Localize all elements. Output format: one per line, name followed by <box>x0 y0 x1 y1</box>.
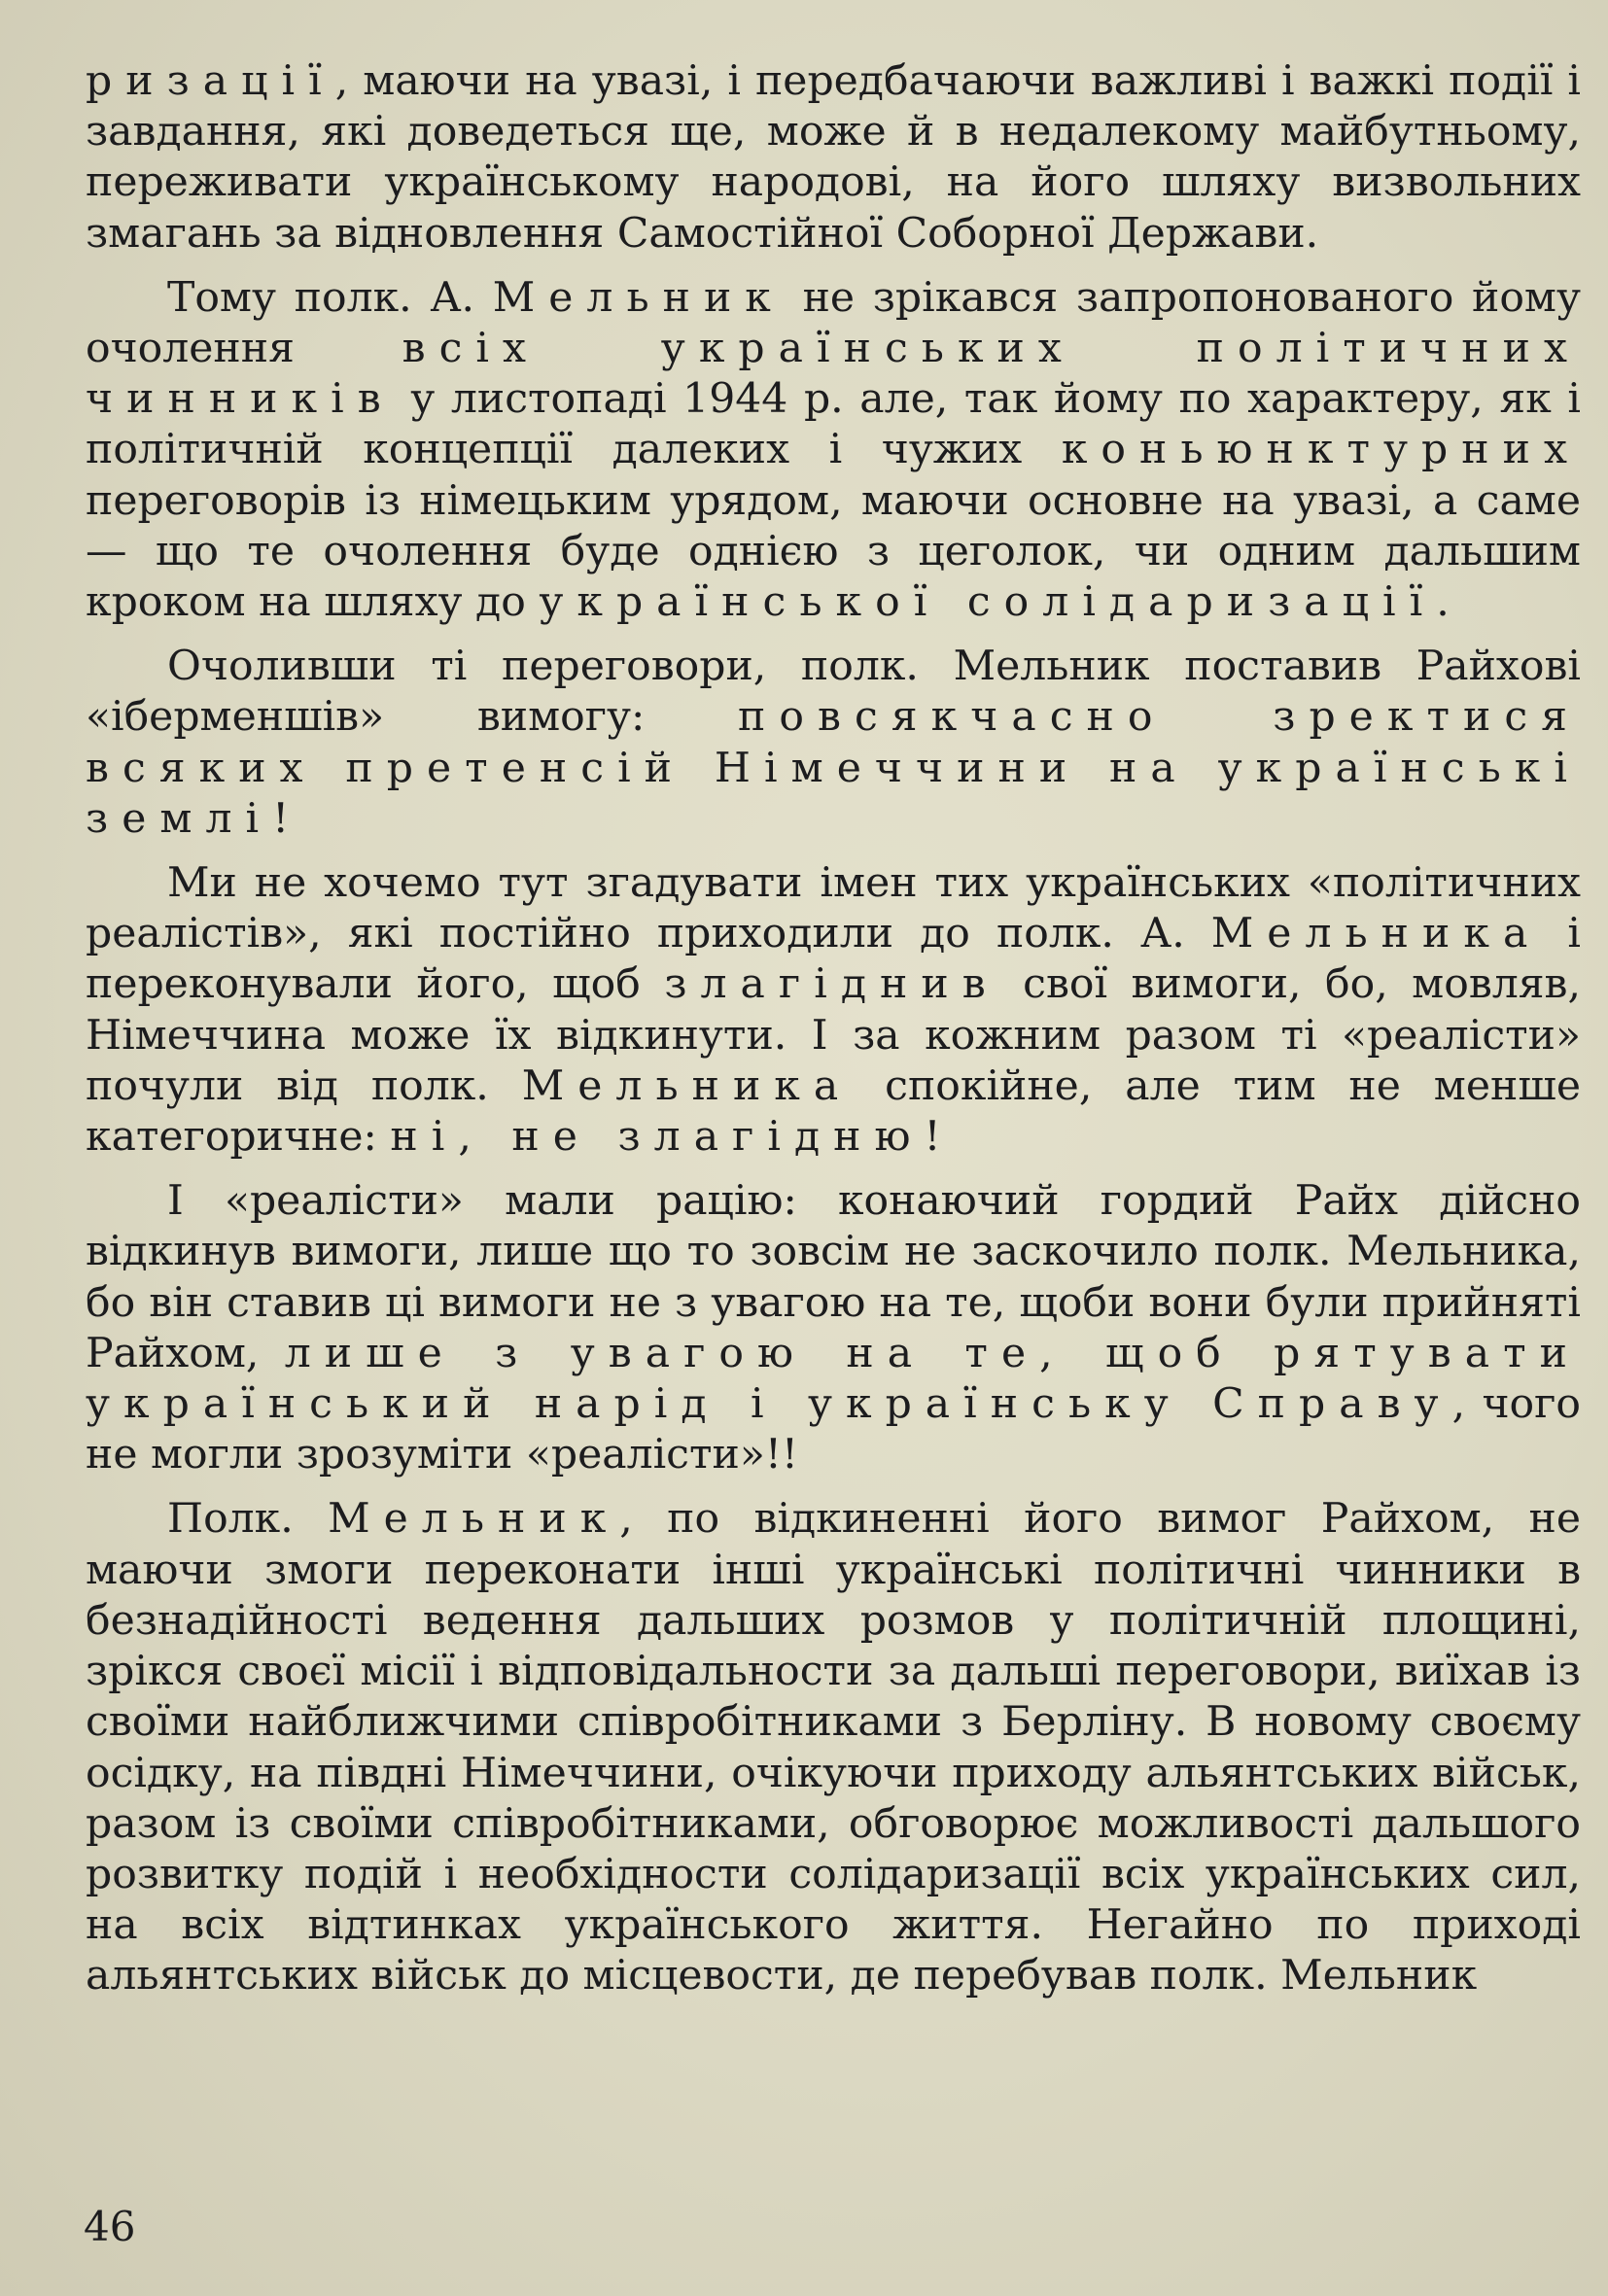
text-run: спокійне, але тим не менше категоричне: <box>86 1061 1581 1162</box>
text-run: ! <box>924 1113 941 1162</box>
spaced-word: лише з увагою на те, щоб рятувати український нарід і українську Справу <box>86 1329 1581 1429</box>
spaced-word: всіх українських політичних чинників <box>86 325 1581 424</box>
text-run: у листопаді 1944 р. але, так йому по характеру, як і політичній концепції далеких і чужих <box>86 375 1581 474</box>
paragraph-6 <box>86 1494 1581 2001</box>
text-run: Тому полк. А. <box>167 273 493 322</box>
body-text <box>86 56 1581 2016</box>
paragraph-1 <box>86 56 1581 260</box>
spaced-word: Мельник <box>492 273 785 322</box>
text-run: Ми не хочемо тут згадувати імен тих українських «політичних реалістів», які постійно приходили до полк. А. <box>86 859 1581 958</box>
text-run: свої вимоги, бо, мовляв, Німеччина може їх відкинути. І за кожним разом ті «реалісти» почули від полк. <box>86 960 1581 1110</box>
spaced-word: повсякчасно зректися всяких претенсій Німеччини на українські землі <box>86 693 1581 843</box>
text-run: , чого не могли зрозуміти «реалісти»!! <box>86 1380 1581 1479</box>
spaced-word: коньюнктурних <box>1061 426 1581 474</box>
spaced-word: Мельника <box>1210 910 1542 958</box>
spaced-word: української солідаризації <box>539 578 1437 627</box>
spaced-word: злагіднив <box>664 960 999 1009</box>
text-run: , по відкиненні його вимог Райхом, не маючи змоги переконати інші українські політичні чинники в безнадійності ведення дальших розмов у політичній площині, зрікся своєї місії і відповідальности за дальші переговори, виїхав із своїми найближчими співробітниками з Берліну. В новому своєму осідку, на півдні Німеччини, очікуючи приходу альянтських військ, разом із своїми співробітниками, обговорює можливості дальшого розвитку подій і необхідности солідаризації всіх українських сил, на всіх відтинках українського життя. Негайно по приході альянтських військ до місцевости, де перебував полк. Мельник <box>86 1495 1582 2000</box>
spaced-word: Мельник <box>328 1495 620 1544</box>
paragraph-2 <box>86 273 1581 628</box>
paragraph-4 <box>86 858 1581 1163</box>
text-run: переговорів із німецьким урядом, маючи основне на увазі, а саме — що те очолення буде однією з цеголок, чи одним дальшим кроком на шляху до <box>86 476 1581 627</box>
spaced-word: ризації <box>86 57 335 105</box>
text-run: Полк. <box>167 1495 329 1544</box>
text-run: . <box>1436 578 1450 627</box>
text-run: Очоливши ті переговори, полк. Мельник поставив Райхові «іберменшів» вимогу: <box>86 643 1581 742</box>
text-run: і переконували його, щоб <box>86 910 1581 1009</box>
text-run: І «реалісти» мали рацію: конаючий гордий Райх дійсно відкинув вимоги, лише що то зовсім не заскочило полк. Мельника, бо він ставив ці вимоги не з увагою на те, щоби вони були прийняті Райхом, <box>86 1177 1581 1377</box>
page-number: 46 <box>84 2203 136 2250</box>
paragraph-5 <box>86 1176 1581 1480</box>
text-run: ! <box>272 794 290 843</box>
text-run: не зрікався запропонованого йому очолення <box>86 273 1581 373</box>
paragraph-3 <box>86 642 1581 845</box>
text-run: , маючи на увазі, і передбачаючи важливі і важкі події і завдання, які доведеться ще, може й в недалекому майбутньому, переживати українському народові, на його шляху визвольних змагань за відновлення Самостійної Соборної Держави. <box>86 57 1581 258</box>
spaced-word: ні, не злагідню <box>390 1113 925 1162</box>
spaced-word: Мельника <box>521 1061 853 1110</box>
